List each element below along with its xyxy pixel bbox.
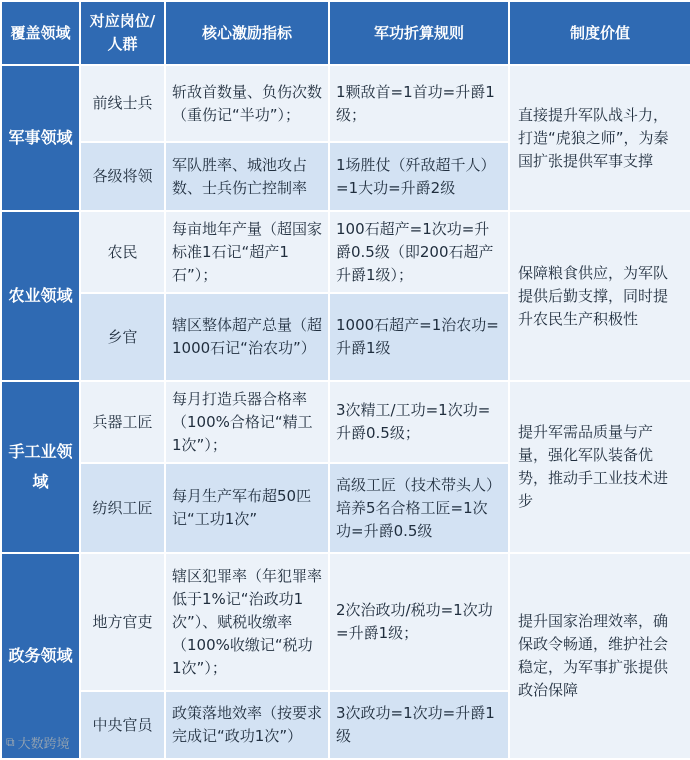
value-cell-government: 提升国家治理效率，确保政令畅通，维护社会稳定，为军事扩张提供政治保障	[509, 553, 690, 759]
role-cell: 前线士兵	[80, 65, 165, 142]
rule-cell: 3次精工/工功=1次功=升爵0.5级；	[329, 381, 509, 463]
domain-cell-government: 政务领域	[1, 553, 80, 759]
rule-cell: 1场胜仗（歼敌超千人）=1大功=升爵2级	[329, 142, 509, 211]
header-value: 制度价值	[509, 1, 690, 65]
dashuju-logo-icon: ⧉	[6, 735, 15, 749]
role-cell: 各级将领	[80, 142, 165, 211]
role-cell: 纺织工匠	[80, 463, 165, 553]
domain-cell-agriculture: 农业领域	[1, 211, 80, 381]
rule-cell: 1000石超产=1治农功=升爵1级	[329, 293, 509, 381]
metric-cell: 辖区犯罪率（年犯罪率低于1%记“治政功1次”）、赋税收缴率（100%收缴记“税功1次”）；	[165, 553, 329, 691]
metric-cell: 政策落地效率（按要求完成记“政功1次”）	[165, 691, 329, 759]
role-cell: 兵器工匠	[80, 381, 165, 463]
rule-cell: 3次政功=1次功=升爵1级	[329, 691, 509, 759]
table-row	[1, 553, 690, 691]
metric-cell: 辖区整体超产总量（超1000石记“治农功”）	[165, 293, 329, 381]
domain-cell-military: 军事领域	[1, 65, 80, 211]
metric-cell: 每亩地年产量（超国家标准1石记“超产1石”）；	[165, 211, 329, 293]
value-cell-agriculture: 保障粮食供应，为军队提供后勤支撑，同时提升农民生产积极性	[509, 211, 690, 381]
value-cell-handicraft: 提升军需品质量与产量，强化军队装备优势，推动手工业技术进步	[509, 381, 690, 553]
table-row	[1, 65, 690, 142]
metric-cell: 每月打造兵器合格率（100%合格记“精工1次”）；	[165, 381, 329, 463]
table-row	[1, 381, 690, 463]
domain-cell-handicraft: 手工业领域	[1, 381, 80, 553]
footer-text: 大数跨境	[17, 737, 70, 752]
header-row	[1, 1, 690, 65]
role-cell: 乡官	[80, 293, 165, 381]
metric-cell: 斩敌首数量、负伤次数（重伤记“半功”）；	[165, 65, 329, 142]
value-cell-military: 直接提升军队战斗力，打造“虎狼之师”，为秦国扩张提供军事支撑	[509, 65, 690, 211]
rule-cell: 100石超产=1次功=升爵0.5级（即200石超产升爵1级）；	[329, 211, 509, 293]
table-row	[1, 211, 690, 293]
role-cell: 地方官吏	[80, 553, 165, 691]
rule-cell: 高级工匠（技术带头人）培养5名合格工匠=1次功=升爵0.5级	[329, 463, 509, 553]
footer-watermark	[6, 733, 70, 752]
header-domain: 覆盖领域	[1, 1, 80, 65]
header-metric: 核心激励指标	[165, 1, 329, 65]
role-cell: 农民	[80, 211, 165, 293]
rule-cell: 2次治政功/税功=1次功=升爵1级；	[329, 553, 509, 691]
rule-cell: 1颗敌首=1首功=升爵1级；	[329, 65, 509, 142]
metric-cell: 军队胜率、城池攻占数、士兵伤亡控制率	[165, 142, 329, 211]
role-cell: 中央官员	[80, 691, 165, 759]
header-role: 对应岗位/人群	[80, 1, 165, 65]
header-rule: 军功折算规则	[329, 1, 509, 65]
metric-cell: 每月生产军布超50匹记“工功1次”	[165, 463, 329, 553]
